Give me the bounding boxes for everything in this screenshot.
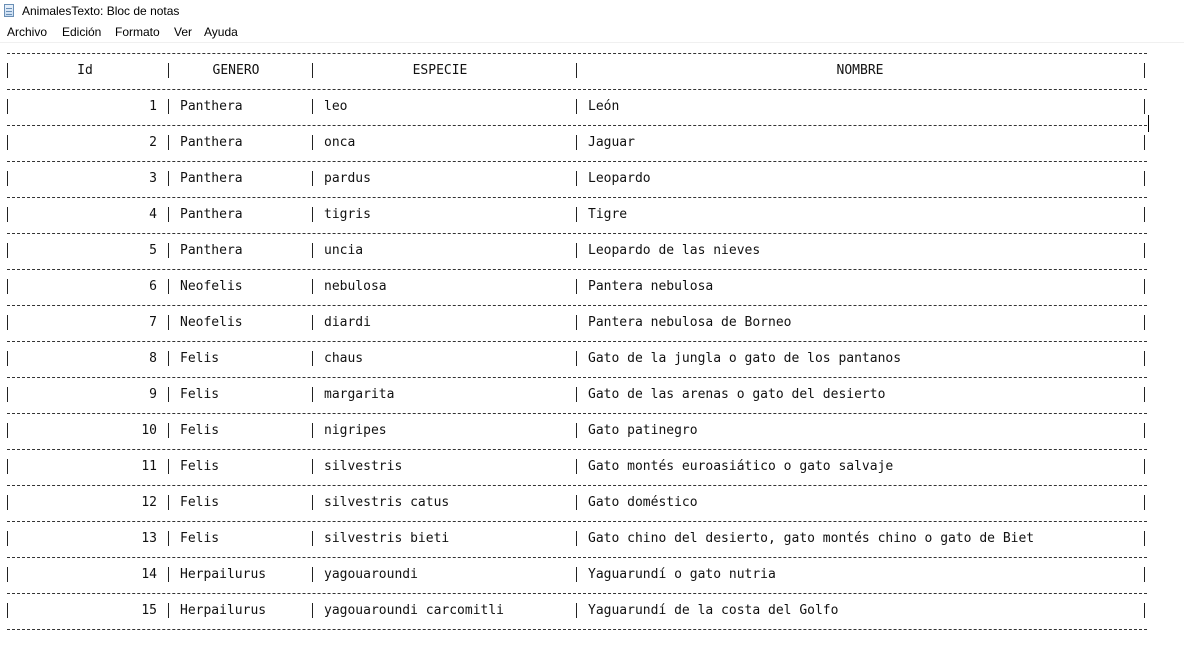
column-divider [168, 315, 169, 330]
column-divider [1144, 351, 1145, 366]
row-especie: nigripes [324, 423, 387, 438]
column-divider [576, 423, 577, 438]
row-id: 10 [141, 423, 157, 438]
column-divider [168, 495, 169, 510]
row-genero: Panthera [180, 207, 243, 222]
column-divider [312, 63, 313, 78]
table-separator-line [7, 161, 1147, 162]
column-divider [1144, 135, 1145, 150]
column-divider [312, 135, 313, 150]
table-separator-line [7, 485, 1147, 486]
column-divider [7, 531, 8, 546]
row-nombre: Leopardo de las nieves [588, 243, 761, 258]
header-nombre: NOMBRE [836, 63, 884, 78]
row-id: 14 [141, 567, 157, 582]
row-genero: Neofelis [180, 315, 243, 330]
menu-formato[interactable]: Formato [115, 25, 160, 39]
row-genero: Felis [180, 495, 220, 510]
column-divider [168, 135, 169, 150]
column-divider [1144, 171, 1145, 186]
table-separator-line [7, 557, 1147, 558]
row-id: 5 [149, 243, 157, 258]
column-divider [7, 567, 8, 582]
table-separator-line [7, 593, 1147, 594]
column-divider [576, 459, 577, 474]
column-divider [7, 279, 8, 294]
column-divider [576, 207, 577, 222]
column-divider [576, 351, 577, 366]
column-divider [7, 243, 8, 258]
column-divider [168, 207, 169, 222]
column-divider [312, 495, 313, 510]
row-especie: margarita [324, 387, 395, 402]
row-especie: yagouaroundi [324, 567, 418, 582]
row-id: 2 [149, 135, 157, 150]
row-id: 6 [149, 279, 157, 294]
row-nombre: Yaguarundí de la costa del Golfo [588, 603, 839, 618]
row-genero: Felis [180, 351, 220, 366]
column-divider [168, 567, 169, 582]
column-divider [576, 63, 577, 78]
text-editor-area[interactable] [0, 43, 1184, 656]
column-divider [168, 531, 169, 546]
row-genero: Panthera [180, 243, 243, 258]
column-divider [312, 315, 313, 330]
column-divider [312, 531, 313, 546]
column-divider [168, 603, 169, 618]
column-divider [576, 315, 577, 330]
column-divider [7, 387, 8, 402]
column-divider [312, 243, 313, 258]
column-divider [1144, 423, 1145, 438]
column-divider [1144, 459, 1145, 474]
column-divider [312, 99, 313, 114]
header-genero: GENERO [212, 63, 260, 78]
row-id: 9 [149, 387, 157, 402]
column-divider [1144, 99, 1145, 114]
table-separator-line [7, 125, 1147, 126]
column-divider [312, 351, 313, 366]
table-separator-line [7, 197, 1147, 198]
column-divider [168, 387, 169, 402]
row-nombre: Yaguarundí o gato nutria [588, 567, 776, 582]
column-divider [7, 423, 8, 438]
column-divider [168, 423, 169, 438]
column-divider [7, 99, 8, 114]
row-id: 15 [141, 603, 157, 618]
table-separator-line [7, 521, 1147, 522]
row-especie: tigris [324, 207, 371, 222]
row-nombre: Gato doméstico [588, 495, 698, 510]
column-divider [576, 99, 577, 114]
row-nombre: Gato de la jungla o gato de los pantanos [588, 351, 902, 366]
row-id: 8 [149, 351, 157, 366]
row-nombre: Pantera nebulosa [588, 279, 714, 294]
row-genero: Neofelis [180, 279, 243, 294]
column-divider [7, 171, 8, 186]
column-divider [1144, 567, 1145, 582]
column-divider [7, 603, 8, 618]
column-divider [576, 531, 577, 546]
column-divider [312, 459, 313, 474]
table-separator-line [7, 89, 1147, 90]
row-nombre: Leopardo [588, 171, 651, 186]
column-divider [312, 567, 313, 582]
column-divider [576, 135, 577, 150]
column-divider [1144, 603, 1145, 618]
menu-ver[interactable]: Ver [174, 25, 193, 39]
table-separator-line [7, 305, 1147, 306]
row-id: 7 [149, 315, 157, 330]
column-divider [168, 243, 169, 258]
column-divider [1144, 207, 1145, 222]
table-separator-line [7, 629, 1147, 630]
column-divider [312, 207, 313, 222]
column-divider [168, 99, 169, 114]
column-divider [312, 279, 313, 294]
menu-ayuda[interactable]: Ayuda [204, 25, 238, 39]
row-nombre: Gato de las arenas o gato del desierto [588, 387, 886, 402]
column-divider [7, 459, 8, 474]
row-nombre: Gato montés euroasiático o gato salvaje [588, 459, 894, 474]
table-separator-line [7, 269, 1147, 270]
column-divider [312, 423, 313, 438]
row-especie: pardus [324, 171, 371, 186]
row-id: 11 [141, 459, 157, 474]
column-divider [576, 171, 577, 186]
column-divider [7, 207, 8, 222]
row-id: 12 [141, 495, 157, 510]
column-divider [1144, 315, 1145, 330]
column-divider [168, 63, 169, 78]
column-divider [168, 279, 169, 294]
column-divider [312, 171, 313, 186]
column-divider [7, 63, 8, 78]
row-nombre: León [588, 99, 620, 114]
row-genero: Felis [180, 531, 220, 546]
column-divider [576, 567, 577, 582]
row-genero: Panthera [180, 135, 243, 150]
row-id: 13 [141, 531, 157, 546]
column-divider [576, 387, 577, 402]
title-bar [0, 0, 1184, 22]
header-id: Id [77, 63, 93, 78]
menu-archivo[interactable]: Archivo [7, 25, 48, 39]
column-divider [7, 315, 8, 330]
row-especie: yagouaroundi carcomitli [324, 603, 505, 618]
row-nombre: Pantera nebulosa de Borneo [588, 315, 792, 330]
column-divider [1144, 495, 1145, 510]
table-separator-line [7, 413, 1147, 414]
table-separator-line [7, 341, 1147, 342]
row-id: 3 [149, 171, 157, 186]
row-genero: Felis [180, 423, 220, 438]
row-genero: Panthera [180, 171, 243, 186]
column-divider [576, 243, 577, 258]
row-especie: nebulosa [324, 279, 387, 294]
column-divider [1144, 387, 1145, 402]
row-especie: diardi [324, 315, 371, 330]
column-divider [1144, 531, 1145, 546]
column-divider [7, 495, 8, 510]
row-id: 4 [149, 207, 157, 222]
row-nombre: Gato chino del desierto, gato montés chino o gato de Biet [588, 531, 1035, 546]
column-divider [168, 351, 169, 366]
column-divider [168, 459, 169, 474]
column-divider [1144, 279, 1145, 294]
row-genero: Herpailurus [180, 603, 267, 618]
notepad-icon [4, 4, 14, 17]
row-especie: silvestris catus [324, 495, 450, 510]
column-divider [576, 279, 577, 294]
row-genero: Felis [180, 387, 220, 402]
column-divider [312, 387, 313, 402]
column-divider [168, 171, 169, 186]
row-especie: silvestris bieti [324, 531, 450, 546]
column-divider [312, 603, 313, 618]
menu-bar [0, 22, 1184, 43]
column-divider [1144, 63, 1145, 78]
header-especie: ESPECIE [412, 63, 468, 78]
text-caret [1148, 115, 1149, 132]
window-title: AnimalesTexto: Bloc de notas [22, 4, 180, 18]
row-genero: Herpailurus [180, 567, 267, 582]
row-especie: chaus [324, 351, 364, 366]
table-separator-line [7, 53, 1147, 54]
row-genero: Felis [180, 459, 220, 474]
row-nombre: Jaguar [588, 135, 635, 150]
column-divider [7, 351, 8, 366]
row-id: 1 [149, 99, 157, 114]
row-especie: uncia [324, 243, 364, 258]
column-divider [7, 135, 8, 150]
row-especie: leo [324, 99, 348, 114]
row-especie: onca [324, 135, 356, 150]
row-genero: Panthera [180, 99, 243, 114]
table-separator-line [7, 449, 1147, 450]
row-nombre: Tigre [588, 207, 628, 222]
row-nombre: Gato patinegro [588, 423, 698, 438]
column-divider [1144, 243, 1145, 258]
row-especie: silvestris [324, 459, 403, 474]
column-divider [576, 495, 577, 510]
table-separator-line [7, 377, 1147, 378]
table-separator-line [7, 233, 1147, 234]
column-divider [576, 603, 577, 618]
menu-edicion[interactable]: Edición [62, 25, 102, 39]
